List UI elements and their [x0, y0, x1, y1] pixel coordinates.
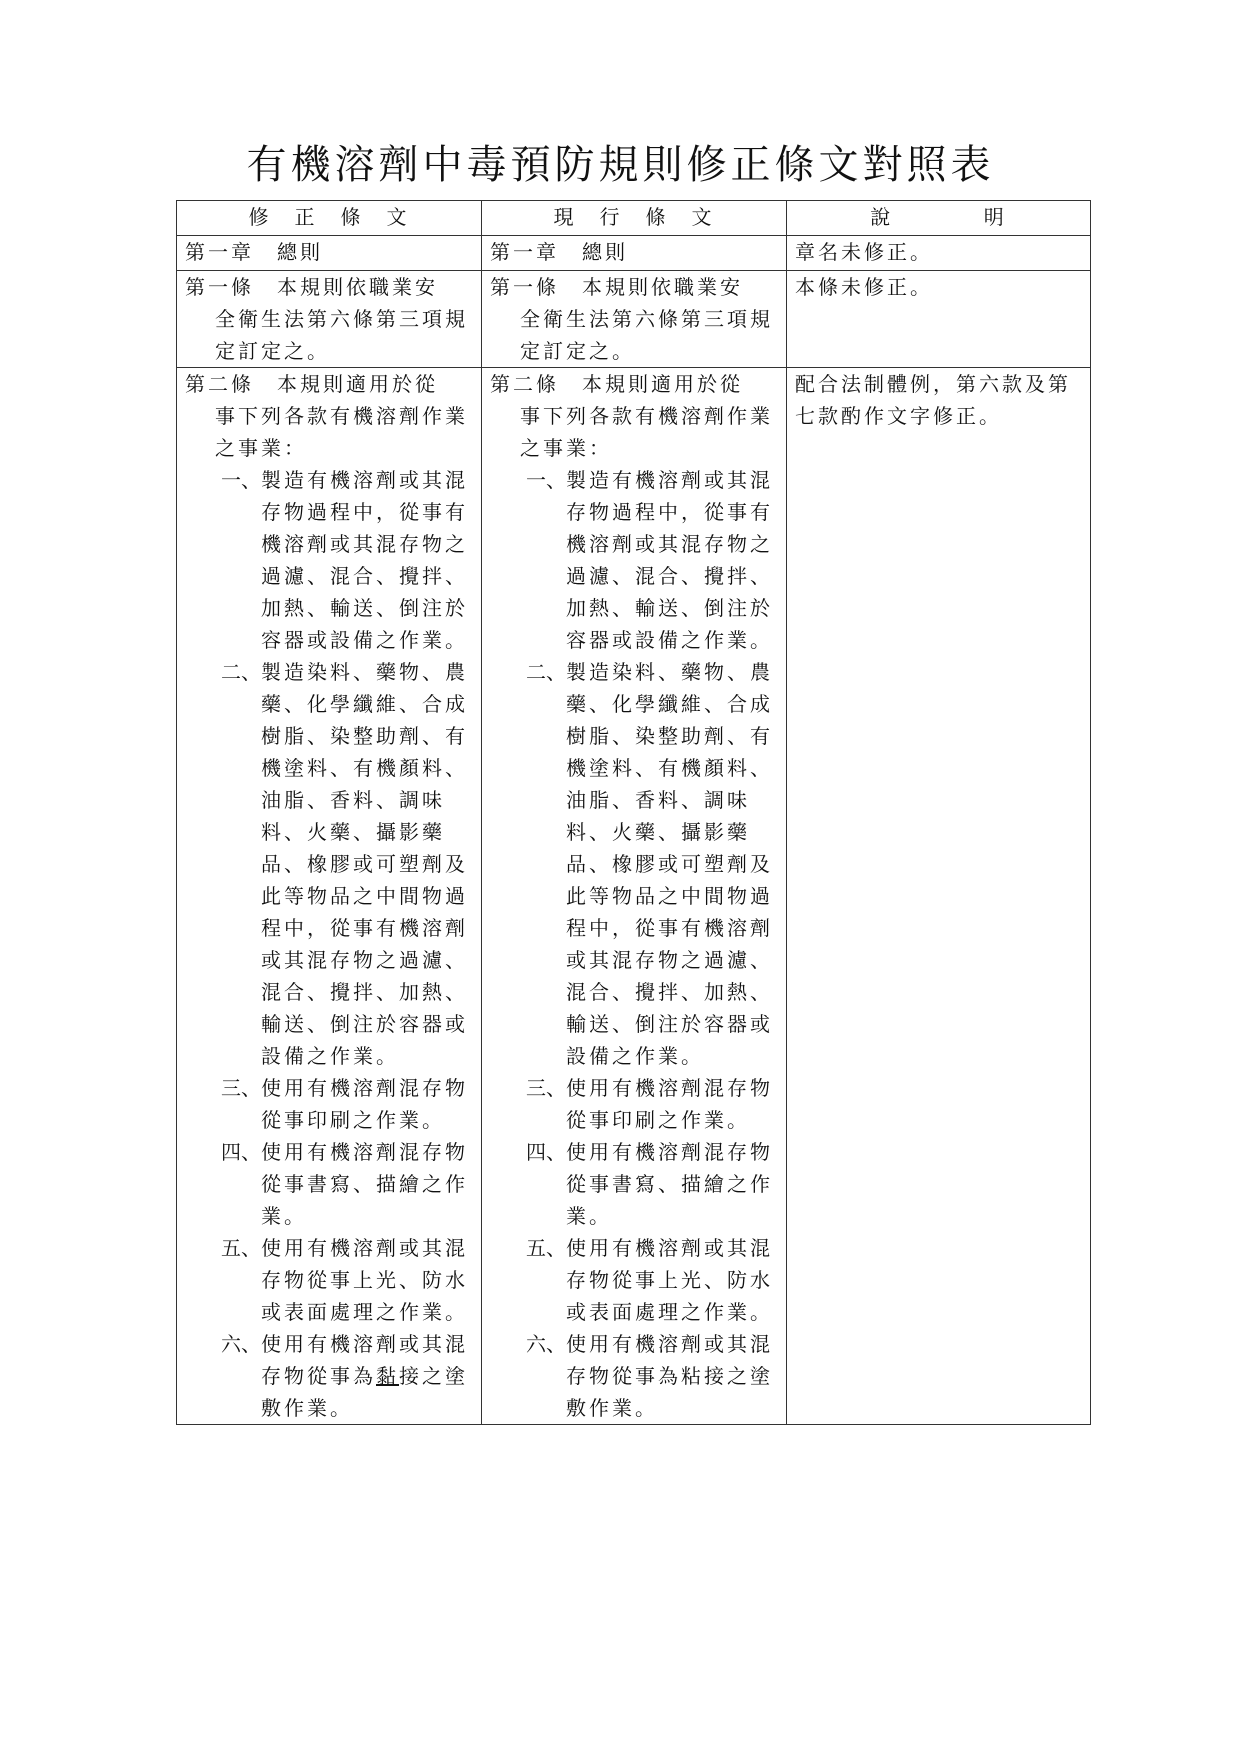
item-text: 製造有機溶劑或其混存物過程中，從事有機溶劑或其混存物之過濾、混合、攪拌、加熱、輸送、倒注於容器或設備之作業。	[566, 468, 773, 652]
article1-amended-head: 第一條 本規則依職業安	[185, 275, 438, 299]
item-text: 使用有機溶劑混存物從事印刷之作業。	[261, 1076, 468, 1132]
article2-amended-cont: 事下列各款有機溶劑作業之事業：	[215, 404, 468, 460]
article2-current	[482, 368, 787, 1425]
amended-underlined-word: 黏	[376, 1364, 399, 1388]
article2-explanation: 配合法制體例，第六款及第七款酌作文字修正。	[787, 368, 1091, 1425]
item-number: 二、	[221, 660, 261, 684]
chapter-current: 第一章 總則	[482, 236, 787, 271]
item-text: 製造染料、藥物、農藥、化學纖維、合成樹脂、染整助劑、有機塗料、有機顏料、油脂、香料、調味料、火藥、攝影藥品、橡膠或可塑劑及此等物品之中間物過程中，從事有機溶劑或其混存物之過濾、混合、攪拌、加熱、輸送、倒注於容器或設備之作業。	[566, 660, 773, 1068]
item-text-part-b: 接之塗敷作業。	[261, 1364, 468, 1420]
current-item-4	[490, 1136, 778, 1232]
article2-current-cont: 事下列各款有機溶劑作業之事業：	[520, 404, 773, 460]
article1-amended	[177, 271, 482, 368]
comparison-table	[176, 200, 1091, 1425]
amended-item-5	[185, 1232, 473, 1328]
item-text: 使用有機溶劑混存物從事書寫、描繪之作業。	[566, 1140, 773, 1228]
item-text: 使用有機溶劑混存物從事印刷之作業。	[566, 1076, 773, 1132]
article1-row	[177, 271, 1091, 368]
header-amended: 修 正 條 文	[177, 201, 482, 236]
item-number: 六、	[526, 1332, 566, 1356]
item-text-part-a: 使用有機溶劑或其混存物從事為	[261, 1332, 468, 1388]
item-number: 三、	[221, 1076, 261, 1100]
item-text: 使用有機溶劑或其混存物從事上光、防水或表面處理之作業。	[566, 1236, 773, 1324]
amended-item-2	[185, 656, 473, 1072]
item-number: 五、	[221, 1236, 261, 1260]
header-explanation-char-2: 明	[983, 205, 1007, 229]
amended-item-6	[185, 1328, 473, 1424]
item-number: 一、	[526, 468, 566, 492]
current-item-6	[490, 1328, 778, 1424]
amended-item-1	[185, 464, 473, 656]
item-text	[261, 1328, 473, 1424]
item-text: 製造染料、藥物、農藥、化學纖維、合成樹脂、染整助劑、有機塗料、有機顏料、油脂、香料、調味料、火藥、攝影藥品、橡膠或可塑劑及此等物品之中間物過程中，從事有機溶劑或其混存物之過濾、混合、攪拌、加熱、輸送、倒注於容器或設備之作業。	[261, 660, 468, 1068]
article2-amended	[177, 368, 482, 1425]
item-number: 二、	[526, 660, 566, 684]
amended-item-3	[185, 1072, 473, 1136]
article1-amended-cont: 全衛生法第六條第三項規定訂定之。	[215, 307, 468, 363]
header-explanation-char-1: 說	[870, 205, 894, 229]
item-text: 使用有機溶劑混存物從事書寫、描繪之作業。	[261, 1140, 468, 1228]
document-title: 有機溶劑中毒預防規則修正條文對照表	[246, 142, 995, 188]
article2-row	[177, 368, 1091, 1425]
current-item-1	[490, 464, 778, 656]
header-row	[177, 201, 1091, 236]
item-text: 使用有機溶劑或其混存物從事上光、防水或表面處理之作業。	[261, 1236, 468, 1324]
item-number: 五、	[526, 1236, 566, 1260]
current-item-5	[490, 1232, 778, 1328]
header-current: 現 行 條 文	[482, 201, 787, 236]
amended-item-4	[185, 1136, 473, 1232]
item-number: 四、	[526, 1140, 566, 1164]
item-number: 六、	[221, 1332, 261, 1356]
item-number: 一、	[221, 468, 261, 492]
article1-current-head: 第一條 本規則依職業安	[490, 275, 743, 299]
article1-current-cont: 全衛生法第六條第三項規定訂定之。	[520, 307, 773, 363]
item-text: 製造有機溶劑或其混存物過程中，從事有機溶劑或其混存物之過濾、混合、攪拌、加熱、輸送、倒注於容器或設備之作業。	[261, 468, 468, 652]
item-number: 四、	[221, 1140, 261, 1164]
header-explanation	[787, 201, 1091, 236]
article1-explanation: 本條未修正。	[787, 271, 1091, 368]
article1-current	[482, 271, 787, 368]
item-number: 三、	[526, 1076, 566, 1100]
article2-current-head: 第二條 本規則適用於從	[490, 372, 743, 396]
chapter-row	[177, 236, 1091, 271]
chapter-explanation: 章名未修正。	[787, 236, 1091, 271]
item-text: 使用有機溶劑或其混存物從事為粘接之塗敷作業。	[566, 1332, 773, 1420]
chapter-amended: 第一章 總則	[177, 236, 482, 271]
current-item-3	[490, 1072, 778, 1136]
article2-amended-head: 第二條 本規則適用於從	[185, 372, 438, 396]
current-item-2	[490, 656, 778, 1072]
